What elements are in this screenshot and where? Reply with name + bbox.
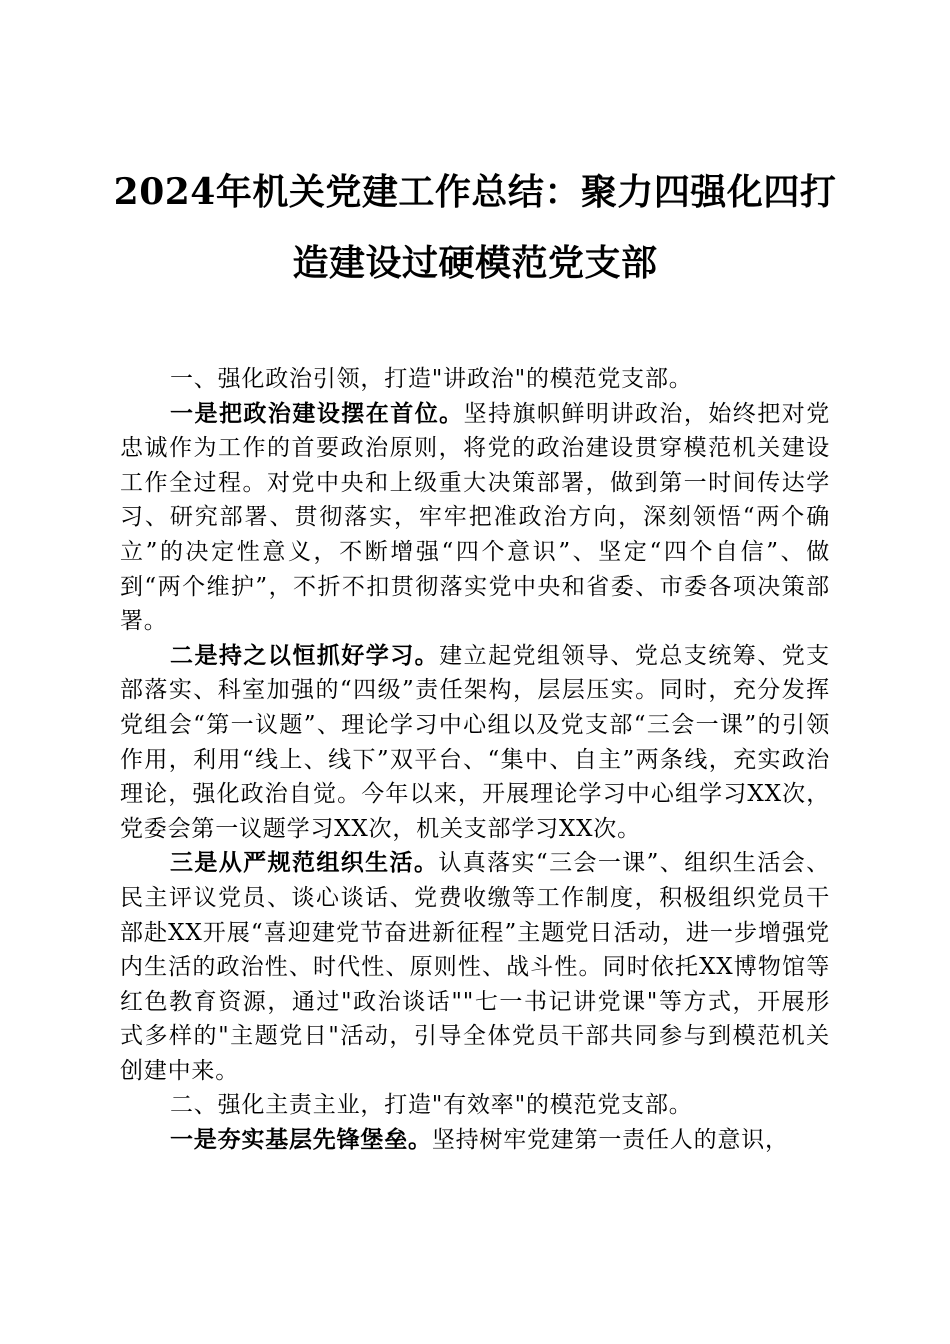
paragraph-organization-life [120,846,830,1088]
document-body [120,362,830,1158]
paragraph-lead: 一是夯实基层先锋堡垒。 [170,1126,432,1154]
paragraph-text: 认真落实“三会一课”、组织生活会、民主评议党员、谈心谈话、党费收缴等工作制度，积极组织党员干部赴XX开展“喜迎建党节奋进新征程”主题党日活动，进一步增强党内生活的政治性、时代性、原则性、战斗性。同时依托XX博物馆等红色教育资源，通过"政治谈话""七一书记讲党课"等方式，开展形式多样的"主题党日"活动，引导全体党员干部共同参与到模范机关创建中来。 [120,850,830,1084]
section-heading-text: 一、强化政治引领，打造"讲政治"的模范党支部。 [170,366,693,392]
paragraph-text: 坚持树牢党建第一责任人的意识， [431,1127,789,1154]
paragraph-text: 坚持旗帜鲜明讲政治，始终把对党忠诚作为工作的首要政治原则，将党的政治建设贯穿模范机关建设工作全过程。对党中央和上级重大决策部署，做到第一时间传达学习、研究部署、贯彻落实，牢牢把准政治方向，深刻领悟“两个确立”的决定性意义，不断增强“四个意识”、坚定“四个自信”、做到“两个维护”，不折不扣贯彻落实党中央和省委、市委各项决策部署。 [120,400,831,635]
paragraph-political-construction [120,397,830,639]
document-title-line-1: 2024年机关党建工作总结：聚力四强化四打 [113,171,837,213]
document-title-line-2: 造建设过硬模范党支部 [292,242,658,284]
paragraph-lead: 二是持之以恒抓好学习。 [170,641,440,669]
section-heading-text: 二、强化主责主业，打造"有效率"的模范党支部。 [170,1092,693,1119]
section-heading-2 [120,1088,830,1123]
paragraph-lead: 一是把政治建设摆在首位。 [170,399,464,427]
section-heading-1 [120,362,830,397]
paragraph-grassroots [120,1123,830,1158]
paragraph-text: 建立起党组领导、党总支统筹、党支部落实、科室加强的“四级”责任架构，层层压实。同时，充分发挥党组会“第一议题”、理论学习中心组以及党支部“三会一课”的引领作用，利用“线上、线下”双平台、“集中、自主”两条线，充实政治理论，强化政治自觉。今年以来，开展理论学习中心组学习XX次，党委会第一议题学习XX次，机关支部学习XX次。 [120,642,830,842]
paragraph-lead: 三是从严规范组织生活。 [170,849,439,877]
paragraph-study [120,639,830,847]
